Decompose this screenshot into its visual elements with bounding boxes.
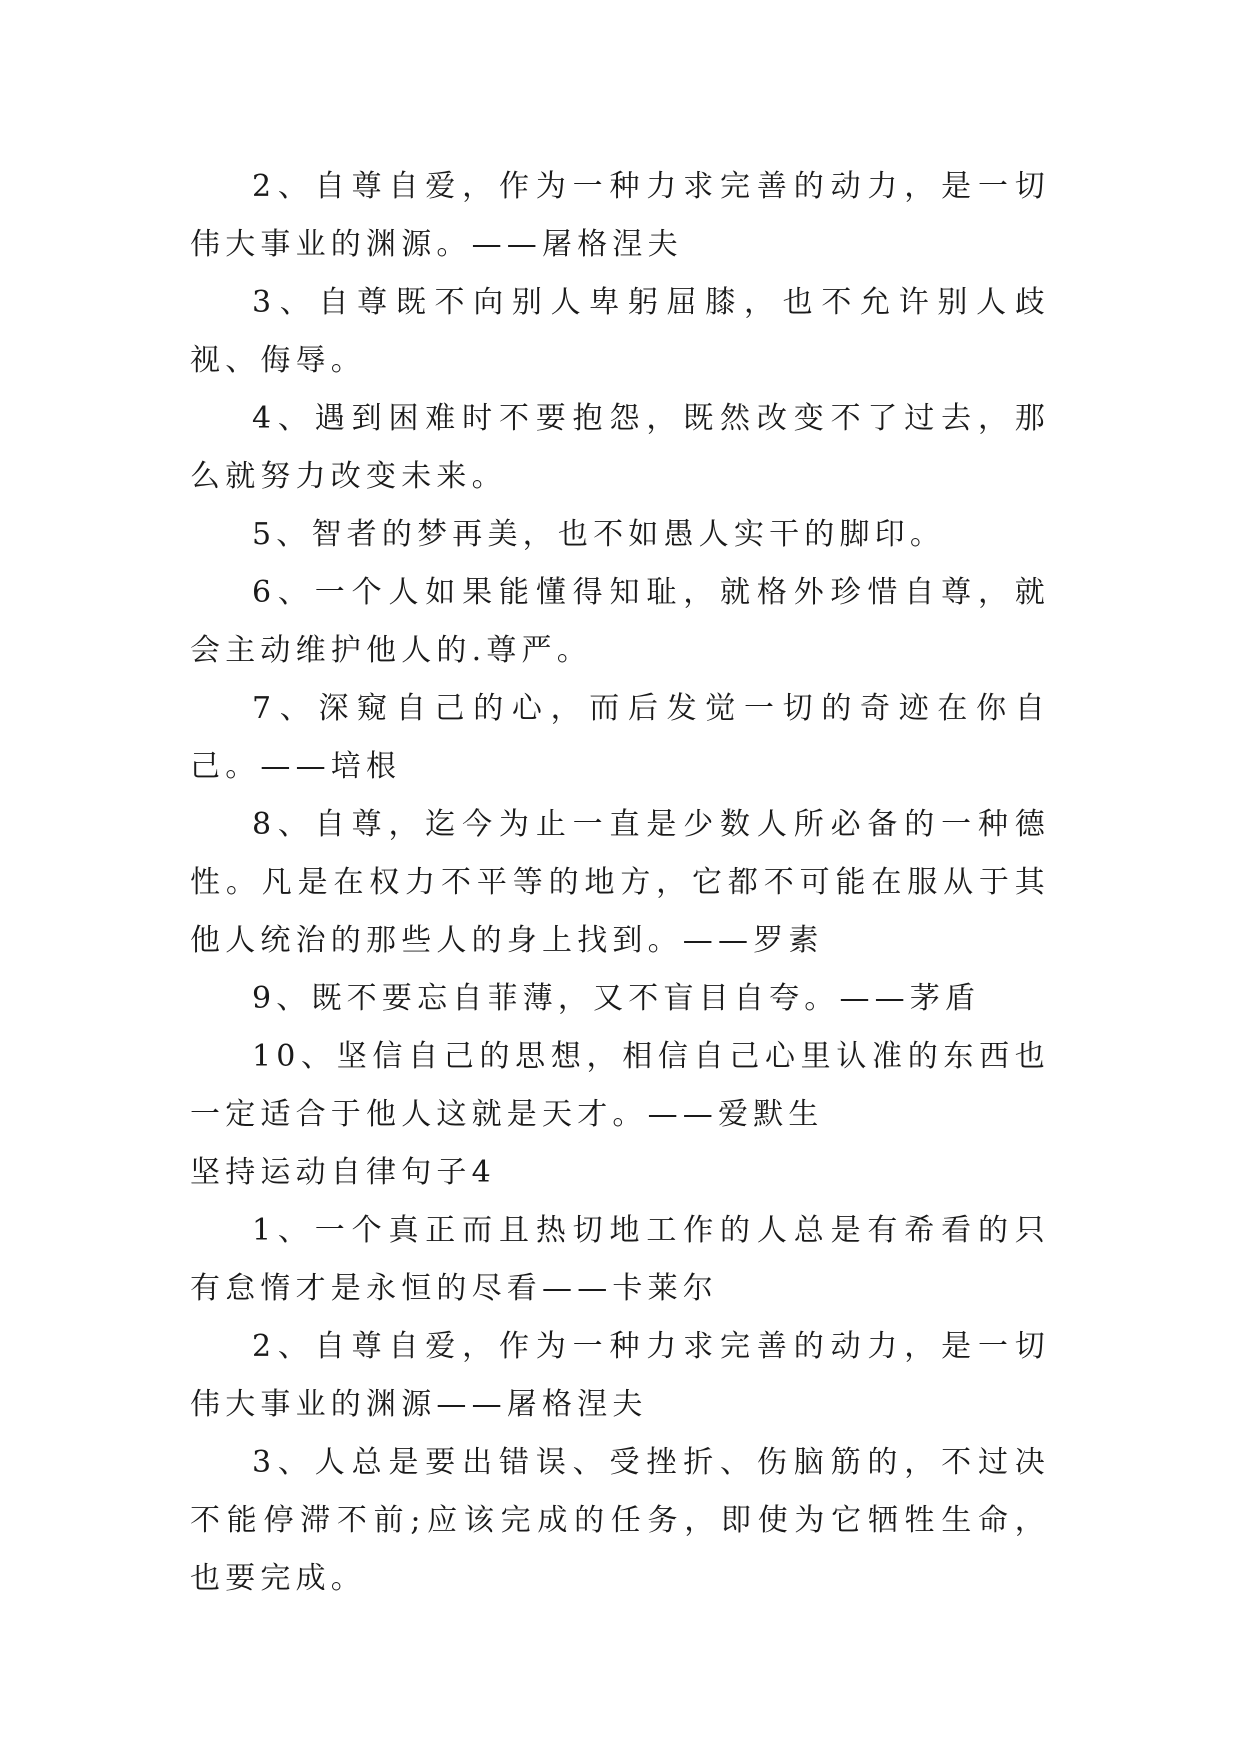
- quote-paragraph: 7、深窥自己的心，而后发觉一切的奇迹在你自己。——培根: [190, 691, 1050, 784]
- document-body: [190, 158, 1050, 1608]
- quote-paragraph: 3、自尊既不向别人卑躬屈膝，也不允许别人歧视、侮辱。: [190, 285, 1050, 378]
- quote-paragraph: 8、自尊，迄今为止一直是少数人所必备的一种德性。凡是在权力不平等的地方，它都不可能在服从于其他人统治的那些人的身上找到。——罗素: [190, 807, 1050, 958]
- quote-paragraph: 5、智者的梦再美，也不如愚人实干的脚印。: [252, 517, 946, 552]
- quote-paragraph: 10、坚信自己的思想，相信自己心里认准的东西也一定适合于他人这就是天才。——爱默生: [190, 1039, 1050, 1132]
- section-quote-paragraph: 3、人总是要出错误、受挫折、伤脑筋的，不过决不能停滞不前;应该完成的任务，即使为它牺牲生命，也要完成。: [190, 1445, 1050, 1596]
- quote-paragraph: 4、遇到困难时不要抱怨，既然改变不了过去，那么就努力改变未来。: [190, 401, 1050, 494]
- quote-paragraph: 9、既不要忘自菲薄，又不盲目自夸。——茅盾: [252, 981, 981, 1016]
- section-quote-paragraph: 2、自尊自爱，作为一种力求完善的动力，是一切伟大事业的渊源——屠格涅夫: [190, 1329, 1050, 1422]
- quote-paragraph: 6、一个人如果能懂得知耻，就格外珍惜自尊，就会主动维护他人的.尊严。: [190, 575, 1050, 668]
- section-quote-paragraph: 1、一个真正而且热切地工作的人总是有希看的只有怠惰才是永恒的尽看——卡莱尔: [190, 1213, 1050, 1306]
- quote-paragraph: 2、自尊自爱，作为一种力求完善的动力，是一切伟大事业的渊源。——屠格涅夫: [190, 169, 1050, 262]
- section-heading: 坚持运动自律句子4: [190, 1155, 496, 1190]
